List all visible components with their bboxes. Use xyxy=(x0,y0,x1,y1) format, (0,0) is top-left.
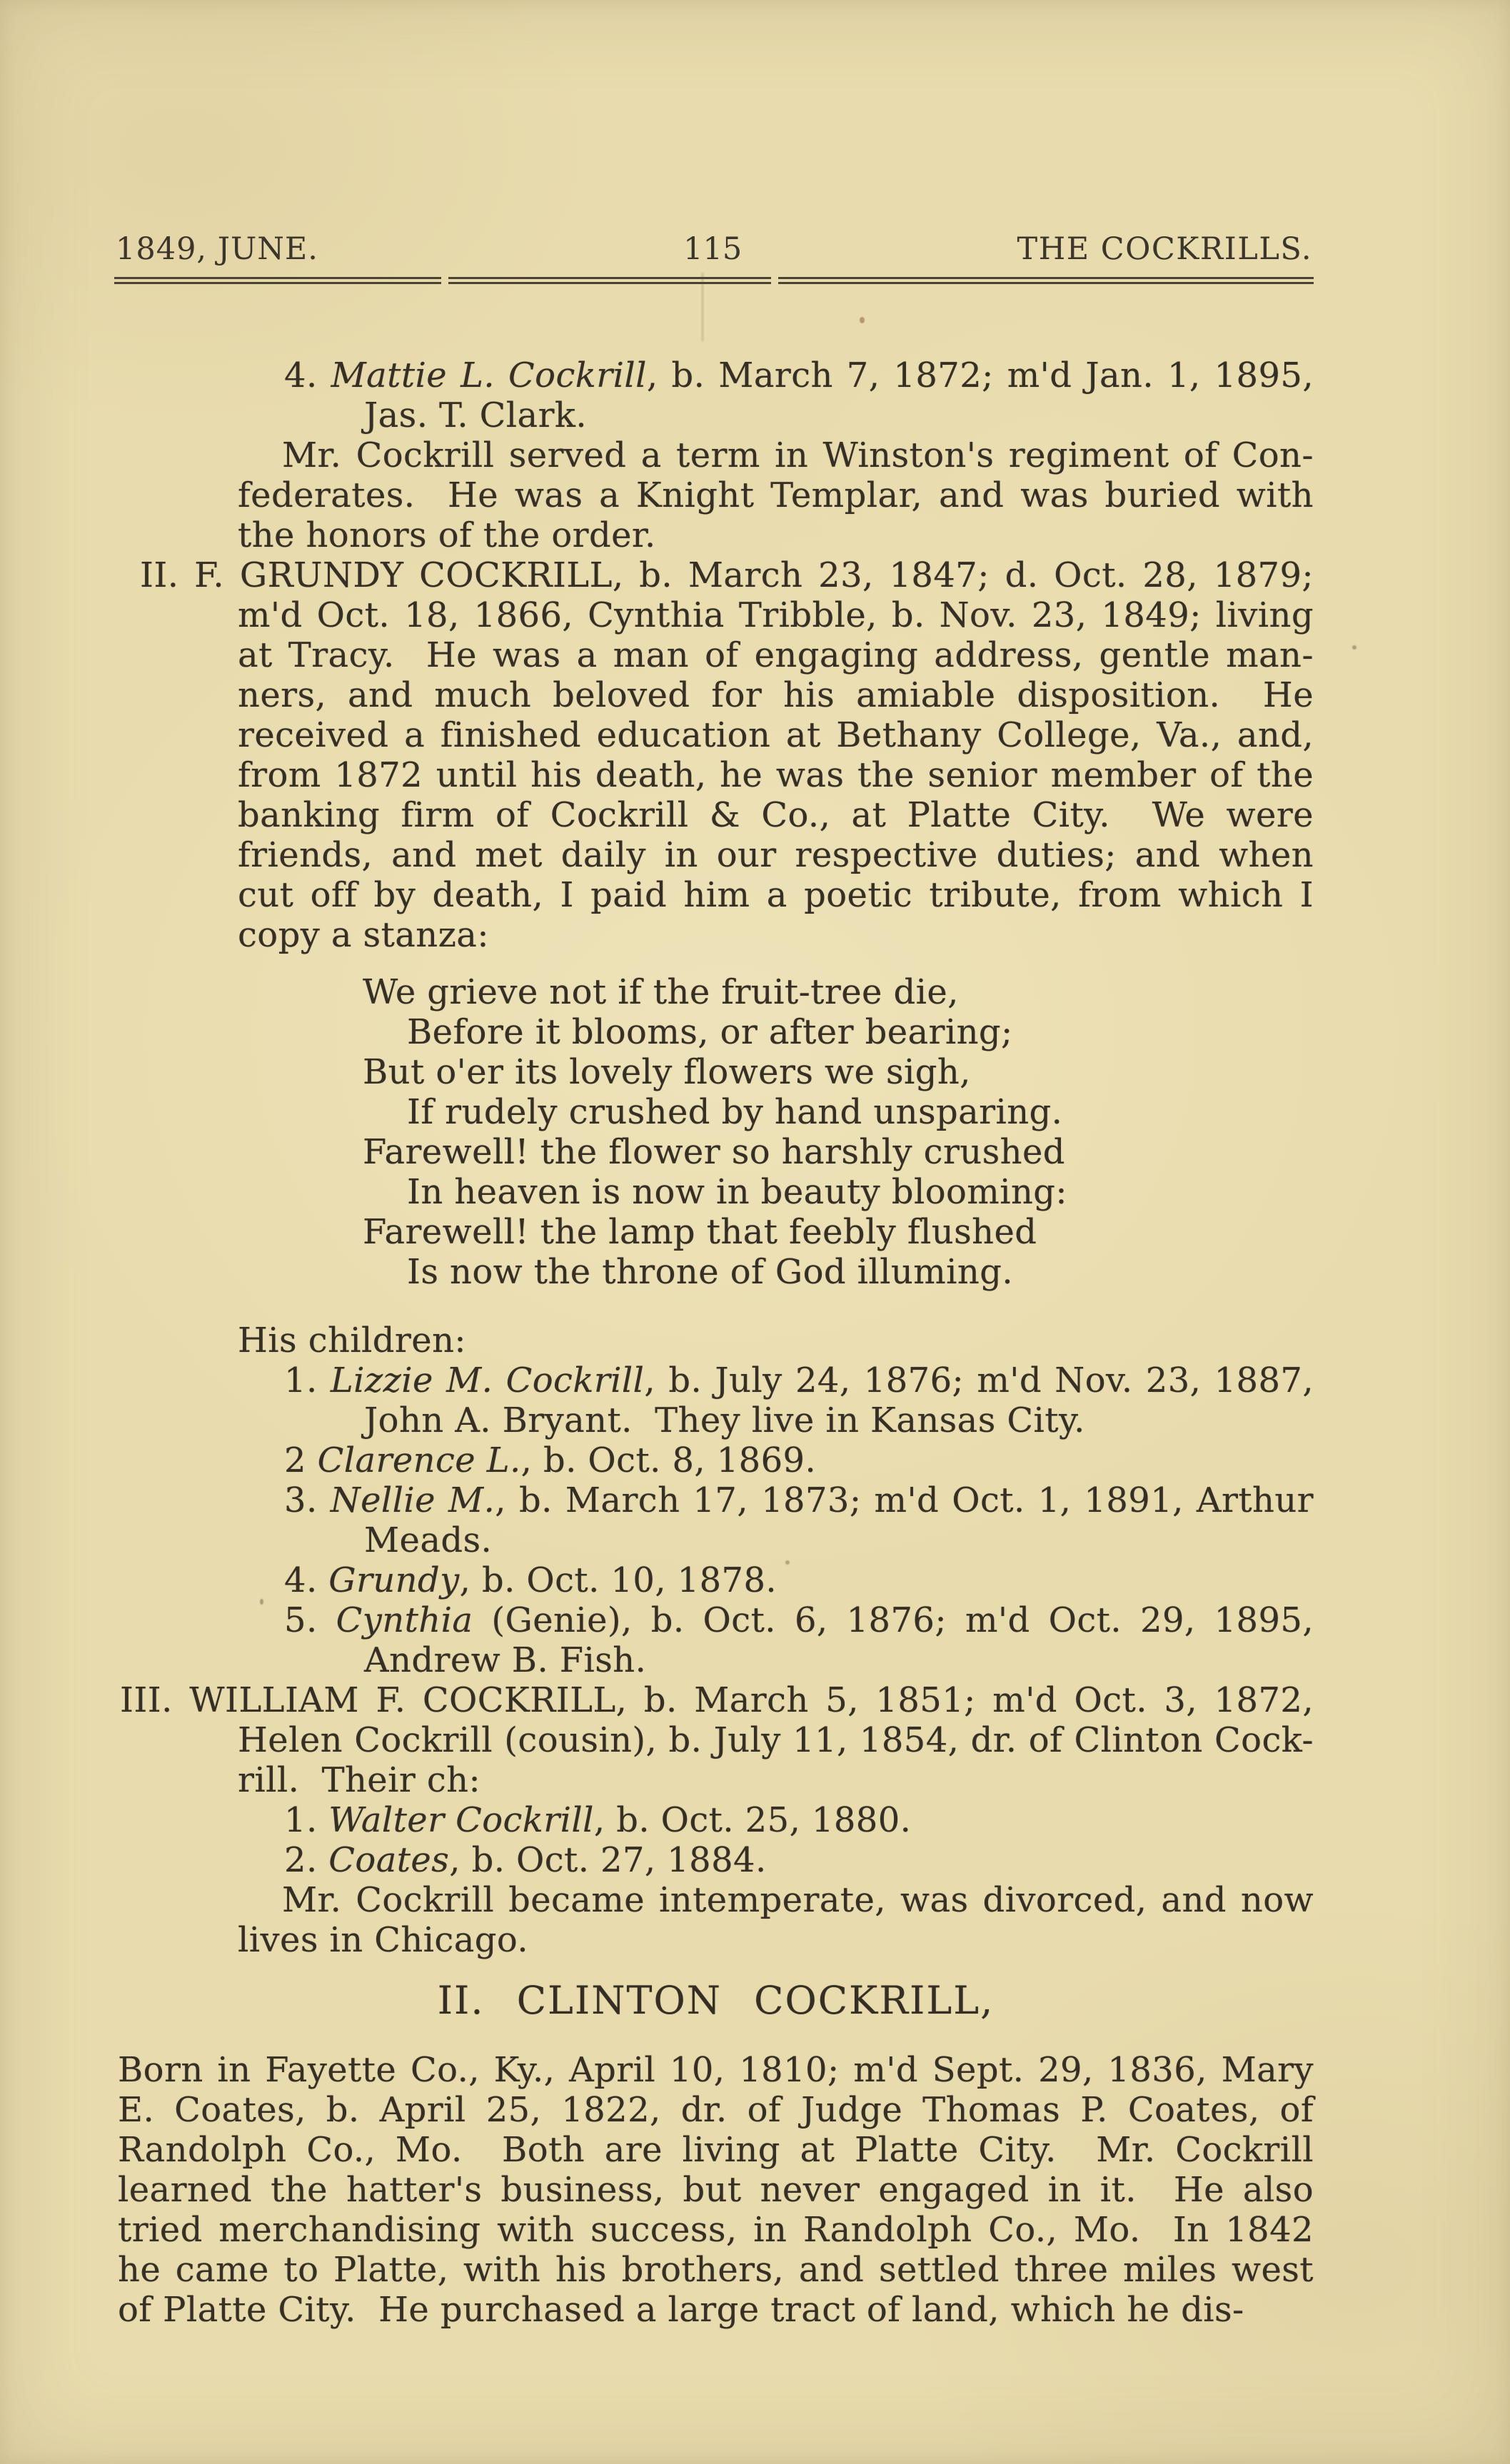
text-run: Is now the throne of God illuming. xyxy=(407,1252,1013,1292)
text-line xyxy=(118,2050,1314,2090)
text-line xyxy=(238,795,1314,835)
text-run: of Platte City. He purchased a large tract of land, which he dis- xyxy=(118,2290,1244,2330)
text-line xyxy=(284,1600,1314,1640)
text-run: , b. March 7, 1872; m'd Jan. 1, 1895, xyxy=(646,355,1314,395)
rule-segment xyxy=(778,277,1314,284)
poem-line xyxy=(363,972,1314,1012)
text-line xyxy=(238,715,1314,755)
person-name-italic: Mattie L. Cockrill xyxy=(331,355,647,395)
header-rule xyxy=(114,277,1314,284)
text-line xyxy=(284,1360,1314,1400)
text-run: , b. Oct. 8, 1869. xyxy=(520,1440,817,1480)
text-run: at Tracy. He was a man of engaging address, gentle man- xyxy=(238,635,1314,675)
text-run: His children: xyxy=(238,1321,466,1360)
poem-line xyxy=(363,1052,1314,1092)
text-run: ners, and much beloved for his amiable disposition. He xyxy=(238,675,1314,715)
person-name-italic: Cynthia xyxy=(336,1600,473,1640)
text-run: copy a stanza: xyxy=(238,915,489,955)
text-run: 5. xyxy=(284,1600,336,1640)
text-line xyxy=(118,2290,1314,2330)
text-line xyxy=(364,1520,1314,1560)
text-line xyxy=(284,1800,1314,1840)
text-run: , b. Oct. 27, 1884. xyxy=(449,1840,767,1880)
text-run: Mr. Cockrill served a term in Winston's regiment of Con- xyxy=(282,435,1314,475)
paper-crease xyxy=(702,273,703,341)
page-number: 115 xyxy=(683,231,743,267)
text-run: he came to Platte, with his brothers, and settled three miles west xyxy=(118,2250,1314,2290)
text-run: cut off by death, I paid him a poetic tribute, from which I xyxy=(238,875,1314,915)
text-run: 3. xyxy=(284,1480,331,1520)
person-name-italic: Walter Cockrill xyxy=(328,1800,594,1840)
text-line xyxy=(364,1400,1314,1440)
text-run: lives in Chicago. xyxy=(238,1920,528,1960)
text-run: Before it blooms, or after bearing; xyxy=(407,1012,1013,1052)
rule-segment xyxy=(114,277,441,284)
text-run: We grieve not if the fruit-tree die, xyxy=(363,972,959,1012)
text-line xyxy=(118,2210,1314,2250)
text-line xyxy=(238,435,1314,475)
header-date: 1849, JUNE. xyxy=(116,231,318,267)
text-run: learned the hatter's business, but never engaged in it. He also xyxy=(118,2170,1314,2210)
text-line xyxy=(118,2250,1314,2290)
text-line xyxy=(120,1680,1314,1720)
text-run: , b. March 17, 1873; m'd Oct. 1, 1891, Arthur xyxy=(495,1480,1314,1520)
text-run: federates. He was a Knight Templar, and was buried with xyxy=(238,475,1314,515)
text-run: friends, and met daily in our respective duties; and when xyxy=(238,835,1314,875)
text-line xyxy=(284,355,1314,395)
text-line xyxy=(140,555,1314,595)
poem-line xyxy=(407,1252,1314,1292)
text-run: Jas. T. Clark. xyxy=(364,395,588,435)
text-run: Born in Fayette Co., Ky., April 10, 1810; m'd Sept. 29, 1836, Mary xyxy=(118,2050,1314,2090)
person-name-italic: Lizzie M. Cockrill xyxy=(330,1360,645,1400)
text-line xyxy=(118,2170,1314,2210)
text-line xyxy=(238,1321,1314,1360)
text-run: banking firm of Cockrill & Co., at Platte City. We were xyxy=(238,795,1314,835)
text-line xyxy=(238,1720,1314,1760)
text-run: , b. July 24, 1876; m'd Nov. 23, 1887, xyxy=(644,1360,1314,1400)
text-run: Meads. xyxy=(364,1520,493,1560)
text-line xyxy=(364,1640,1314,1680)
text-line xyxy=(238,595,1314,635)
text-line xyxy=(284,1480,1314,1520)
section-heading xyxy=(118,1980,1314,2021)
text-line xyxy=(238,875,1314,915)
poem-line xyxy=(407,1172,1314,1212)
text-run: II. F. GRUNDY COCKRILL, b. March 23, 1847; d. Oct. 28, 1879; xyxy=(140,555,1314,595)
text-line xyxy=(118,2090,1314,2130)
text-line xyxy=(238,515,1314,555)
text-line xyxy=(238,1920,1314,1960)
text-run: , b. Oct. 25, 1880. xyxy=(593,1800,912,1840)
text-run: Mr. Cockrill became intemperate, was divorced, and now xyxy=(282,1880,1314,1920)
text-run: Farewell! the flower so harshly crushed xyxy=(363,1132,1065,1172)
text-run: 1. xyxy=(284,1360,331,1400)
text-line xyxy=(118,2130,1314,2170)
running-header xyxy=(114,228,1312,267)
text-block xyxy=(118,355,1314,2330)
text-run: If rudely crushed by hand unsparing. xyxy=(407,1092,1063,1132)
text-run: In heaven is now in beauty blooming: xyxy=(407,1172,1067,1212)
text-line xyxy=(238,835,1314,875)
text-run: Farewell! the lamp that feebly flushed xyxy=(363,1212,1037,1252)
person-name-italic: Grundy xyxy=(328,1560,460,1600)
text-run: But o'er its lovely flowers we sigh, xyxy=(363,1052,971,1092)
text-run: III. WILLIAM F. COCKRILL, b. March 5, 1851; m'd Oct. 3, 1872, xyxy=(120,1680,1314,1720)
text-run: rill. Their ch: xyxy=(238,1760,481,1800)
paper-speck xyxy=(860,317,865,323)
text-line xyxy=(238,475,1314,515)
person-name-italic: Coates xyxy=(328,1840,450,1880)
poem-line xyxy=(407,1092,1314,1132)
text-run: E. Coates, b. April 25, 1822, dr. of Judge Thomas P. Coates, of xyxy=(118,2090,1314,2130)
text-line xyxy=(238,675,1314,715)
text-run: II. CLINTON COCKRILL, xyxy=(437,1978,995,2023)
person-name-italic: Nellie M. xyxy=(330,1480,495,1520)
text-line xyxy=(364,395,1314,435)
person-name-italic: Clarence L. xyxy=(317,1440,521,1480)
text-run: 2 xyxy=(284,1440,318,1480)
rule-segment xyxy=(448,277,771,284)
text-run: from 1872 until his death, he was the senior member of the xyxy=(238,755,1314,795)
text-run: 1. xyxy=(284,1800,329,1840)
poem-line xyxy=(363,1132,1314,1172)
text-line xyxy=(284,1440,1314,1480)
header-family-title: THE COCKRILLS. xyxy=(1017,231,1312,267)
text-run: m'd Oct. 18, 1866, Cynthia Tribble, b. Nov. 23, 1849; living xyxy=(238,595,1314,635)
text-line xyxy=(238,1880,1314,1920)
text-run: (Genie), b. Oct. 6, 1876; m'd Oct. 29, 1895, xyxy=(473,1600,1314,1640)
poem-line xyxy=(363,1212,1314,1252)
text-run: Helen Cockrill (cousin), b. July 11, 1854, dr. of Clinton Cock- xyxy=(238,1720,1314,1760)
text-line xyxy=(238,635,1314,675)
text-run: , b. Oct. 10, 1878. xyxy=(459,1560,777,1600)
text-run: the honors of the order. xyxy=(238,515,656,555)
text-line xyxy=(284,1560,1314,1600)
text-line xyxy=(238,1760,1314,1800)
text-line xyxy=(238,755,1314,795)
text-run: Andrew B. Fish. xyxy=(364,1640,647,1680)
text-run: John A. Bryant. They live in Kansas City. xyxy=(364,1400,1085,1440)
paper-speck xyxy=(1352,645,1357,650)
text-line xyxy=(238,915,1314,955)
text-run: 2. xyxy=(284,1840,329,1880)
text-run: 4. xyxy=(284,1560,329,1600)
text-run: Randolph Co., Mo. Both are living at Platte City. Mr. Cockrill xyxy=(118,2130,1314,2170)
poem-line xyxy=(407,1012,1314,1052)
text-run: 4. xyxy=(284,355,331,395)
text-run: tried merchandising with success, in Randolph Co., Mo. In 1842 xyxy=(118,2210,1314,2250)
text-line xyxy=(284,1840,1314,1880)
text-run: received a finished education at Bethany College, Va., and, xyxy=(238,715,1314,755)
